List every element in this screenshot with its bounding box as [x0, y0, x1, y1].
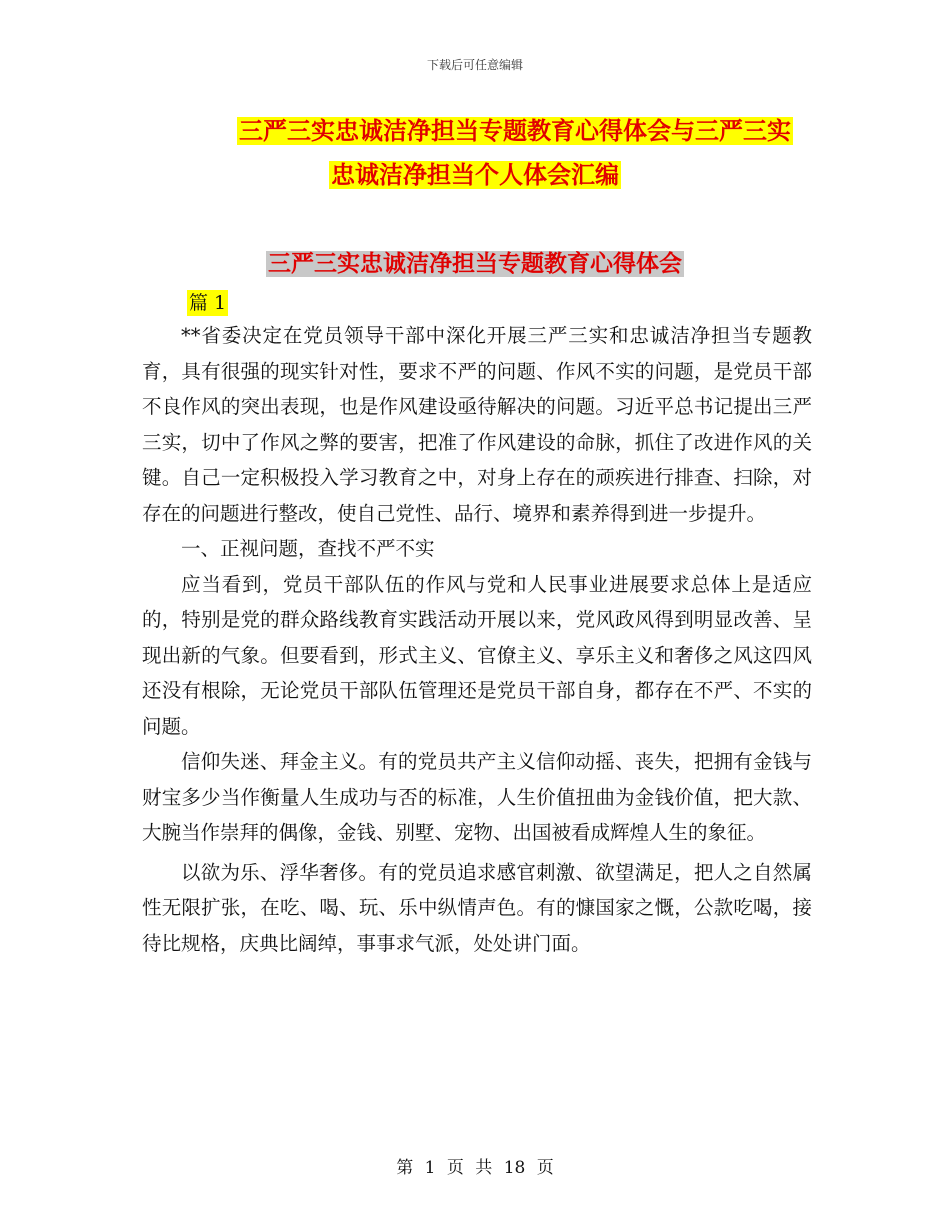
- section-title-text: 三严三实忠诚洁净担当专题教育心得体会: [268, 251, 682, 277]
- paragraph-luxury: 以欲为乐、浮华奢侈。有的党员追求感官刺激、欲望满足，把人之自然属性无限扩张，在吃、喝、玩、乐中纵情声色。有的慷国家之慨，公款吃喝，接待比规格，庆典比阔绰，事事求气派，处处讲门面。: [142, 860, 812, 955]
- piece-label: 篇 1: [189, 292, 227, 314]
- header-note: 下载后可任意编辑: [426, 58, 523, 72]
- main-title-line-2: [0, 160, 950, 190]
- paragraph-intro: **省委决定在党员领导干部中深化开展三严三实和忠诚洁净担当专题教育，具有很强的现实针对性，要求不严的问题、作风不实的问题，是党员干部不良作风的突出表现，也是作风建设亟待解决的问题。习近平总书记提出三严三实，切中了作风之弊的要害，把准了作风建设的命脉，抓住了改进作风的关键。自己一定积极投入学习教育之中，对身上存在的顽疾进行排查、扫除，对存在的问题进行整改，使自己党性、品行、境界和素养得到进一步提升。: [142, 324, 812, 525]
- body-text: [142, 318, 812, 961]
- paragraph-faith: 信仰失迷、拜金主义。有的党员共产主义信仰动摇、丧失，把拥有金钱与财宝多少当作衡量人生成功与否的标准，人生价值扭曲为金钱价值，把大款、大腕当作崇拜的偶像，金钱、别墅、宠物、出国被看成辉煌人生的象征。: [142, 750, 812, 844]
- paragraph-heading-one: 一、正视问题，查找不严不实: [181, 537, 435, 560]
- main-title-line-1: [40, 116, 950, 146]
- section-title: [0, 249, 950, 279]
- page-number-footer: 第 1 页 共 18 页: [396, 1158, 554, 1178]
- main-title-line-1-text: 三严三实忠诚洁净担当专题教育心得体会与三严三实: [239, 117, 791, 145]
- paragraph-overview: 应当看到，党员干部队伍的作风与党和人民事业进展要求总体上是适应的，特别是党的群众路线教育实践活动开展以来，党风政风得到明显改善、呈现出新的气象。但要看到，形式主义、官僚主义、享乐主义和奢侈之风这四风还没有根除，无论党员干部队伍管理还是党员干部自身，都存在不严、不实的问题。: [142, 572, 812, 738]
- main-title-line-2-text: 忠诚洁净担当个人体会汇编: [331, 161, 619, 189]
